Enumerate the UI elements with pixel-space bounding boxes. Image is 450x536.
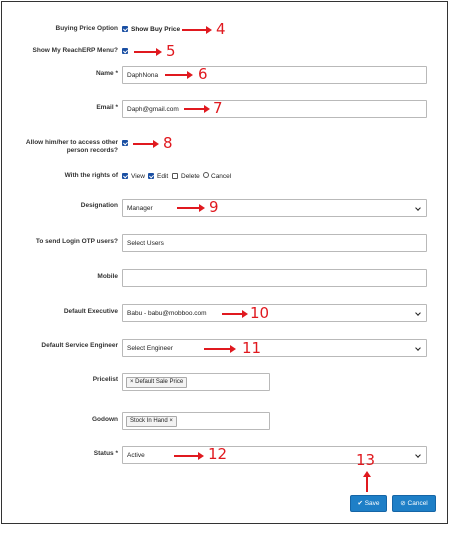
- annotation-4: 4: [216, 20, 226, 38]
- edit-label: Edit: [157, 173, 169, 180]
- arrow-5: [134, 51, 158, 53]
- remove-tag-icon[interactable]: ×: [130, 379, 136, 385]
- godown-select[interactable]: [122, 412, 270, 430]
- mobile-label: Mobile: [97, 273, 118, 280]
- status-select[interactable]: Active: [122, 446, 427, 464]
- pricelist-select[interactable]: [122, 373, 270, 391]
- allow-access-label-line2: person records?: [66, 147, 118, 154]
- view-checkbox[interactable]: [122, 173, 128, 179]
- rights-label: With the rights of: [64, 172, 118, 179]
- arrow-6: [165, 74, 189, 76]
- email-input[interactable]: Daph@gmail.com: [122, 100, 427, 118]
- status-label: Status *: [93, 450, 118, 457]
- allow-access-label-line1: Allow him/her to access other: [25, 139, 118, 146]
- service-engineer-label: Default Service Engineer: [41, 342, 118, 349]
- save-button[interactable]: ✔ Save: [350, 495, 387, 512]
- chevron-down-icon: [415, 452, 421, 458]
- annotation-10: 10: [250, 304, 270, 322]
- arrow-10: [222, 313, 244, 315]
- chevron-down-icon: [415, 310, 421, 316]
- pricelist-label: Pricelist: [92, 376, 118, 383]
- show-buy-price-checkbox[interactable]: [122, 26, 128, 32]
- delete-label: Delete: [181, 173, 200, 180]
- name-label: Name *: [95, 70, 118, 77]
- chevron-down-icon: [415, 205, 421, 211]
- annotation-8: 8: [163, 134, 173, 152]
- annotation-11: 11: [242, 339, 262, 357]
- otp-users-select[interactable]: Select Users: [122, 234, 427, 252]
- designation-select[interactable]: Manager: [122, 199, 427, 217]
- arrow-9: [177, 207, 201, 209]
- edit-checkbox[interactable]: [148, 173, 154, 179]
- show-menu-checkbox[interactable]: [122, 48, 128, 54]
- arrow-8: [133, 143, 155, 145]
- arrow-12: [174, 455, 200, 457]
- show-menu-label: Show My ReachERP Menu?: [32, 47, 118, 54]
- annotation-12: 12: [208, 445, 228, 463]
- arrow-4: [182, 29, 208, 31]
- cancel-button[interactable]: ⊘ Cancel: [392, 495, 436, 512]
- godown-tag[interactable]: Stock In Hand ×: [126, 416, 177, 427]
- annotation-9: 9: [209, 198, 219, 216]
- view-label: View: [131, 173, 145, 180]
- arrow-11: [204, 348, 232, 350]
- arrow-13: [366, 476, 368, 492]
- name-input[interactable]: DaphNona: [122, 66, 427, 84]
- default-executive-select[interactable]: Babu - babu@mobboo.com: [122, 304, 427, 322]
- pricelist-tag[interactable]: × Default Sale Price: [126, 377, 187, 388]
- allow-access-checkbox[interactable]: [122, 140, 128, 146]
- designation-label: Designation: [80, 202, 118, 209]
- annotation-6: 6: [198, 65, 208, 83]
- arrow-13-head: [363, 471, 371, 477]
- otp-users-label: To send Login OTP users?: [35, 238, 118, 245]
- annotation-13: 13: [356, 451, 376, 469]
- show-buy-price-label: Show Buy Price: [131, 26, 181, 33]
- arrow-7: [184, 108, 206, 110]
- annotation-5: 5: [166, 42, 176, 60]
- default-executive-label: Default Executive: [63, 308, 118, 315]
- email-label: Email *: [96, 104, 118, 111]
- buying-price-label: Buying Price Option: [55, 25, 118, 32]
- annotation-7: 7: [213, 99, 223, 117]
- cancel-radio[interactable]: [203, 172, 209, 178]
- check-icon: ✔: [357, 500, 365, 507]
- remove-tag-icon[interactable]: ×: [167, 418, 173, 424]
- cancel-right-label: Cancel: [211, 173, 232, 180]
- godown-label: Godown: [92, 416, 118, 423]
- chevron-down-icon: [415, 345, 421, 351]
- mobile-input[interactable]: [122, 269, 427, 287]
- delete-checkbox[interactable]: [172, 173, 178, 179]
- cancel-icon: ⊘: [400, 500, 408, 507]
- service-engineer-select[interactable]: Select Engineer: [122, 339, 427, 357]
